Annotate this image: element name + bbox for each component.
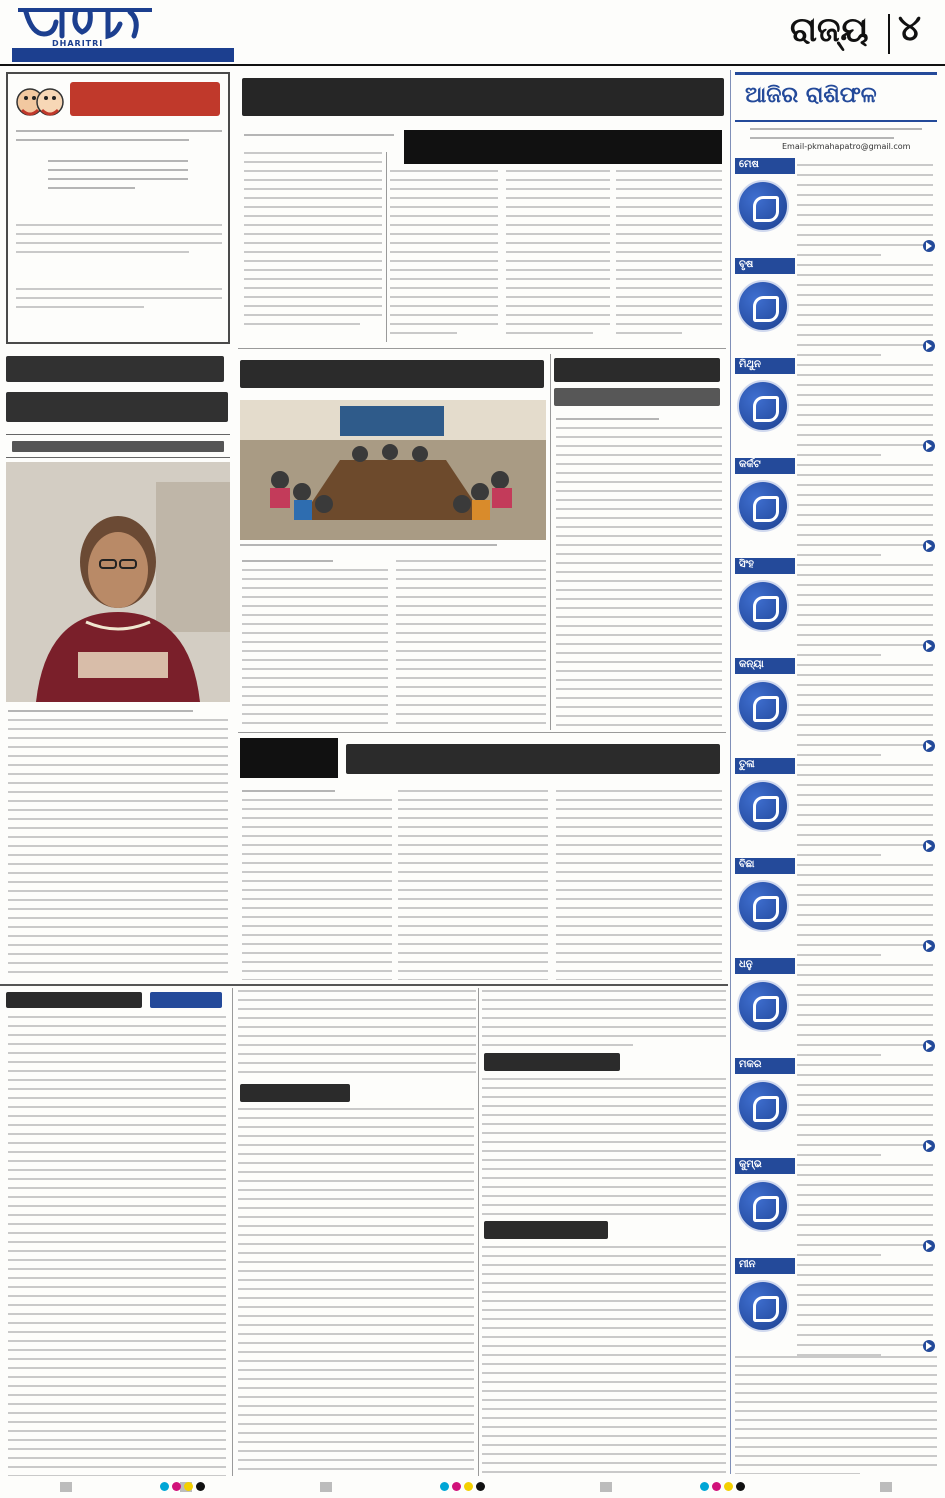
sign-forecast-lines bbox=[797, 564, 933, 664]
zodiac-symbol-icon bbox=[737, 980, 789, 1032]
cyan-dot bbox=[160, 1482, 169, 1491]
sign-name: ଧନୁ bbox=[739, 959, 753, 970]
col-rule bbox=[478, 988, 479, 1476]
print-color-bar bbox=[0, 1480, 945, 1494]
sign-forecast-lines bbox=[797, 1264, 933, 1364]
lead-story-col-4 bbox=[616, 170, 722, 342]
sign-name: ମିଥୁନ bbox=[739, 359, 761, 370]
sign-name-tab bbox=[735, 1258, 795, 1274]
meeting-photo-caption bbox=[240, 544, 546, 554]
february-headline bbox=[482, 1050, 726, 1074]
horoscope-sign bbox=[735, 1058, 937, 1158]
lead-headline-bar bbox=[242, 78, 724, 116]
zodiac-symbol-icon bbox=[737, 1180, 789, 1232]
development-col-3 bbox=[556, 790, 722, 980]
section-rule bbox=[238, 348, 726, 349]
anganwadi-col-1 bbox=[242, 560, 388, 728]
black-dot bbox=[476, 1482, 485, 1491]
section-rule-heavy bbox=[0, 984, 728, 986]
zodiac-symbol-icon bbox=[737, 1280, 789, 1332]
cic-headline bbox=[238, 1082, 474, 1104]
sign-forecast-lines bbox=[797, 264, 933, 364]
sign-forecast-lines bbox=[797, 164, 933, 264]
sign-name-tab bbox=[735, 258, 795, 274]
sign-name: ମେଷ bbox=[739, 159, 759, 170]
conviction-headline bbox=[552, 354, 724, 414]
magenta-dot bbox=[712, 1482, 721, 1491]
page-number: ୪ bbox=[898, 8, 922, 49]
sign-forecast-lines bbox=[797, 464, 933, 564]
sign-arrow-icon bbox=[923, 340, 935, 352]
horoscope-sign bbox=[735, 758, 937, 858]
col-rule bbox=[386, 152, 387, 342]
col-rule bbox=[232, 988, 233, 1476]
horoscope-sign bbox=[735, 158, 937, 258]
horoscope-sign bbox=[735, 858, 937, 958]
sign-name-tab bbox=[735, 558, 795, 574]
zodiac-symbol-icon bbox=[737, 280, 789, 332]
horoscope-divider bbox=[730, 70, 731, 1474]
comic-body-lines bbox=[16, 224, 222, 284]
section-title: ରାଜ୍ୟ bbox=[790, 10, 869, 50]
lead-story-col-3 bbox=[506, 170, 610, 342]
sign-arrow-icon bbox=[923, 1240, 935, 1252]
sign-arrow-icon bbox=[923, 1140, 935, 1152]
sign-name: କୁମ୍ଭ bbox=[739, 1159, 762, 1170]
sign-forecast-lines bbox=[797, 1164, 933, 1264]
horoscope-sign bbox=[735, 958, 937, 1058]
comic-verse-lines bbox=[48, 160, 188, 220]
horoscope-sign bbox=[735, 1258, 937, 1358]
sign-name-tab bbox=[735, 1058, 795, 1074]
zodiac-symbol-icon bbox=[737, 1080, 789, 1132]
magenta-dot bbox=[452, 1482, 461, 1491]
col-rule bbox=[550, 354, 551, 730]
lead-story-col-2 bbox=[390, 170, 498, 342]
sign-name-tab bbox=[735, 958, 795, 974]
horoscope-heading: ଆଜିର ରାଶିଫଳ bbox=[745, 83, 877, 108]
registration-block bbox=[320, 1482, 332, 1492]
tripura-headline-bar bbox=[6, 992, 142, 1008]
cic-headline-bar bbox=[240, 1084, 350, 1102]
masthead-rule bbox=[0, 64, 945, 66]
comic-faces-icon bbox=[14, 80, 66, 126]
sign-forecast-lines bbox=[797, 664, 933, 764]
tripura-col-2-top bbox=[238, 990, 476, 1080]
sign-name: ମୀନ bbox=[739, 1259, 756, 1270]
almanac-block bbox=[735, 1356, 937, 1474]
sign-arrow-icon bbox=[923, 240, 935, 252]
registration-block bbox=[600, 1482, 612, 1492]
registration-block bbox=[60, 1482, 72, 1492]
iit-headline-bar bbox=[484, 1221, 608, 1239]
conviction-subhead-bar bbox=[554, 388, 720, 406]
zodiac-symbol-icon bbox=[737, 480, 789, 532]
horoscope-sign bbox=[735, 458, 937, 558]
right-bottom-top-lines bbox=[482, 990, 726, 1048]
anganwadi-col-2 bbox=[396, 560, 546, 728]
development-col-2 bbox=[398, 790, 548, 980]
sign-name-tab bbox=[735, 858, 795, 874]
sign-name: ବୃଷ bbox=[739, 259, 754, 270]
sign-forecast-lines bbox=[797, 364, 933, 464]
yellow-dot bbox=[724, 1482, 733, 1491]
sign-name-tab bbox=[735, 758, 795, 774]
yellow-dot bbox=[184, 1482, 193, 1491]
development-headline bbox=[346, 740, 722, 780]
sign-arrow-icon bbox=[923, 1040, 935, 1052]
lead-byline bbox=[244, 134, 394, 144]
horoscope-sign bbox=[735, 358, 937, 458]
sign-arrow-icon bbox=[923, 940, 935, 952]
conviction-body bbox=[556, 418, 722, 728]
sign-name-tab bbox=[735, 358, 795, 374]
zodiac-symbol-icon bbox=[737, 180, 789, 232]
continued-tag bbox=[150, 992, 222, 1008]
horoscope-header bbox=[735, 72, 937, 122]
sign-arrow-icon bbox=[923, 1340, 935, 1352]
left-story-headline bbox=[6, 350, 230, 430]
zodiac-symbol-icon bbox=[737, 780, 789, 832]
black-dot bbox=[736, 1482, 745, 1491]
february-body bbox=[482, 1078, 726, 1216]
anganwadi-headline-bar bbox=[240, 360, 544, 388]
zodiac-symbol-icon bbox=[737, 580, 789, 632]
student-photo bbox=[6, 462, 230, 702]
conviction-headline-bar bbox=[554, 358, 720, 382]
sign-name: ମକର bbox=[739, 1059, 762, 1070]
development-headline-bar bbox=[346, 744, 720, 774]
masthead-logo bbox=[12, 2, 162, 42]
comic-intro-lines bbox=[16, 130, 222, 154]
black-dot bbox=[196, 1482, 205, 1491]
lead-story-col-1 bbox=[244, 152, 382, 342]
lead-headline-block bbox=[242, 70, 724, 122]
left-headline-line-1 bbox=[6, 356, 224, 382]
sign-name: ସିଂହ bbox=[739, 559, 754, 570]
horoscope-sign bbox=[735, 558, 937, 658]
lead-banner bbox=[404, 130, 722, 164]
registration-block bbox=[880, 1482, 892, 1492]
cic-col-1 bbox=[238, 1108, 474, 1476]
development-col-1 bbox=[242, 790, 392, 980]
iit-body bbox=[482, 1246, 726, 1476]
zodiac-symbol-icon bbox=[737, 880, 789, 932]
dateline bbox=[12, 48, 234, 62]
left-story-body bbox=[8, 710, 228, 980]
sign-name-tab bbox=[735, 658, 795, 674]
zodiac-symbol-icon bbox=[737, 380, 789, 432]
sign-arrow-icon bbox=[923, 640, 935, 652]
horoscope-sign bbox=[735, 658, 937, 758]
section-rule bbox=[238, 732, 726, 733]
sign-name-tab bbox=[735, 158, 795, 174]
sign-name: କନ୍ୟା bbox=[739, 659, 764, 670]
masthead-divider bbox=[888, 14, 890, 54]
sign-forecast-lines bbox=[797, 964, 933, 1064]
horoscope-sign bbox=[735, 1158, 937, 1258]
horoscope-sign bbox=[735, 258, 937, 358]
sign-name: ବିଛା bbox=[739, 859, 755, 870]
sign-name-tab bbox=[735, 458, 795, 474]
yellow-dot bbox=[464, 1482, 473, 1491]
sign-forecast-lines bbox=[797, 764, 933, 864]
comic-box bbox=[6, 72, 230, 344]
sign-arrow-icon bbox=[923, 840, 935, 852]
sign-name: କର୍କଟ bbox=[739, 459, 761, 470]
cyan-dot bbox=[700, 1482, 709, 1491]
anganwadi-headline bbox=[238, 354, 548, 394]
comic-title-block bbox=[70, 82, 220, 116]
sign-name: ତୁଳା bbox=[739, 759, 755, 770]
astrologer-email: Email-pkmahapatro@gmail.com bbox=[782, 142, 911, 151]
logo-wordmark-icon bbox=[12, 2, 162, 42]
masthead bbox=[0, 0, 945, 64]
magenta-dot bbox=[172, 1482, 181, 1491]
sign-arrow-icon bbox=[923, 540, 935, 552]
kicker-bar bbox=[12, 441, 224, 452]
tripura-headline bbox=[6, 988, 226, 1012]
sign-name-tab bbox=[735, 1158, 795, 1174]
sign-forecast-lines bbox=[797, 864, 933, 964]
development-label bbox=[240, 738, 338, 778]
left-headline-line-2 bbox=[6, 392, 228, 422]
sign-forecast-lines bbox=[797, 1064, 933, 1164]
sign-arrow-icon bbox=[923, 740, 935, 752]
meeting-photo bbox=[240, 400, 546, 540]
tripura-col-1 bbox=[8, 1016, 226, 1476]
logo-subtitle: DHARITRI bbox=[52, 39, 104, 48]
sign-arrow-icon bbox=[923, 440, 935, 452]
comic-body-lines-2 bbox=[16, 288, 222, 338]
iit-headline bbox=[482, 1218, 726, 1242]
zodiac-symbol-icon bbox=[737, 680, 789, 732]
cyan-dot bbox=[440, 1482, 449, 1491]
left-story-kicker bbox=[6, 434, 230, 458]
february-headline-bar bbox=[484, 1053, 620, 1071]
